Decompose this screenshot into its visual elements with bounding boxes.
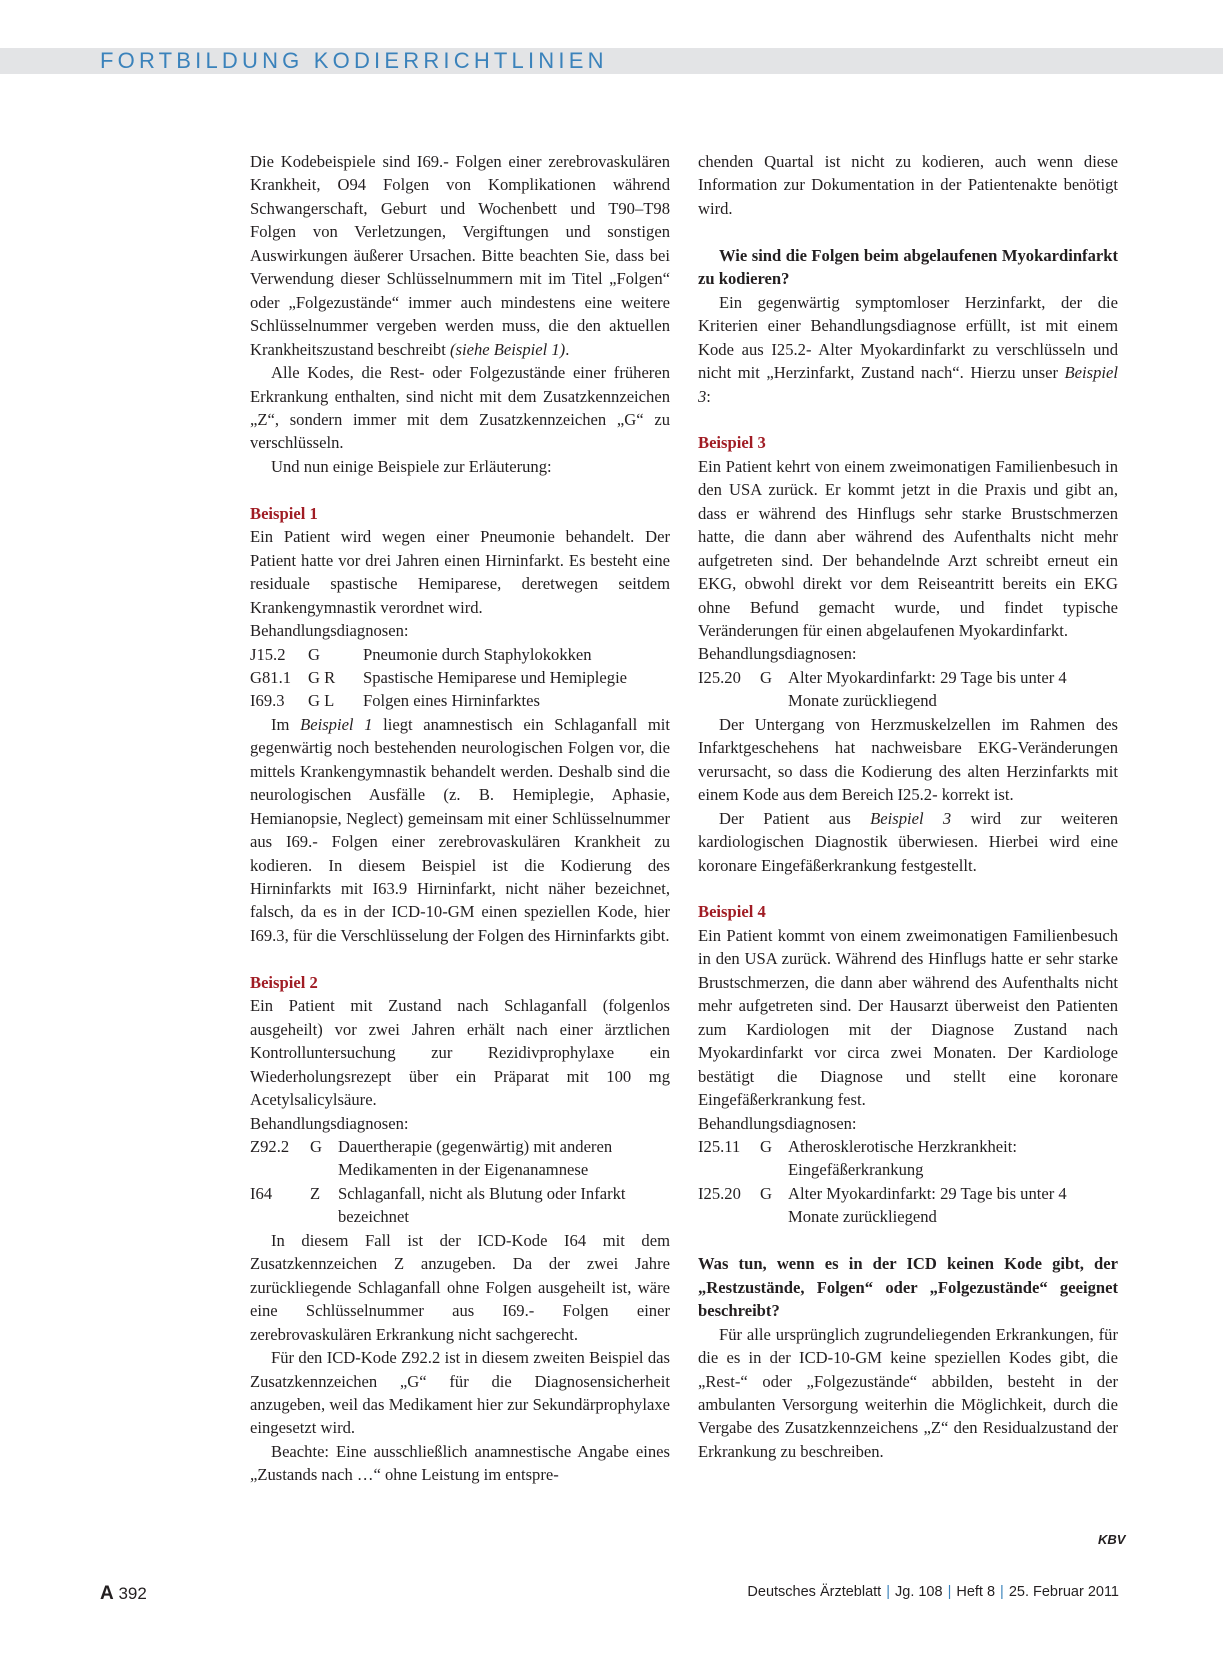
example-text: Ein Patient kehrt von einem zweimonatigen Familienbesuch in den USA zurück. Er kommt jetzt in die Praxis und gibt an, dass er während des Hinflugs sehr starke Brustschmerzen hatte, die dann aber während des Aufenthalts nicht mehr aufgetreten sind. Der behandelnde Arzt schreibt erneut ein EKG, obwohl direkt vor dem Reiseantritt bereits ein EKG ohne Befund gemacht wurde, und findet typische Veränderungen für einen abgelaufenen Myokardinfarkt. (698, 456, 1118, 641)
diagnosis-flags: G (760, 667, 772, 687)
journal-date: 25. Februar 2011 (1008, 1584, 1119, 1600)
diagnoses-label: Behandlungsdiagnosen: (250, 621, 409, 641)
diagnosis-flags: Z (310, 1183, 321, 1203)
right-column (698, 150, 1118, 1463)
diagnosis-code: I69.3 (250, 691, 285, 711)
diagnosis-code: I25.20 (698, 667, 741, 687)
author-signature: KBV (1098, 1532, 1126, 1547)
diagnosis-code: I64 (250, 1183, 273, 1203)
paragraph: chenden Quartal ist nicht zu kodieren, auch wenn diese Information zur Dokumentation in der Patientenakte benötigt wird. (698, 152, 1118, 218)
diagnoses-label: Behandlungsdiagnosen: (250, 1113, 409, 1133)
paragraph: Der Untergang von Herzmuskelzellen im Rahmen des Infarktgeschehens hat nachweisbare EKG-Veränderungen verursacht, so dass die Kodierung des alten Herzinfarkts mit einem Kode aus dem Bereich I25.2- korrekt ist. (698, 714, 1118, 805)
example-heading: Beispiel 3 (698, 433, 766, 453)
example-heading: Beispiel 4 (698, 902, 766, 922)
example-heading: Beispiel 1 (250, 503, 318, 523)
journal-citation: Deutsches Ärzteblatt | Jg. 108 | Heft 8 | 25. Februar 2011 (747, 1584, 1119, 1600)
example-text: Ein Patient wird wegen einer Pneumonie behandelt. Der Patient hatte vor drei Jahren einen Hirninfarkt. Es besteht eine residuale spastische Hemiparese, deretwegen seitdem Krankengymnastik verordnet wird. (250, 527, 670, 617)
diagnosis-row (698, 666, 1118, 713)
diagnosis-description: Pneumonie durch Staphylokokken (363, 644, 592, 664)
diagnosis-flags: G (760, 1183, 772, 1203)
paragraph: Die Kodebeispiele sind I69.- Folgen einer zerebrovaskulären Krankheit, O94 Folgen von Komplikationen während Schwangerschaft, Geburt und Wochenbett und T90–T98 Folgen von Verletzungen, Vergiftungen und sonstigen Auswirkungen äußerer Ursachen. Bitte beachten Sie, dass bei Verwendung dieser Schlüsselnummern mit im Titel „Folgen“ oder „Folgezustände“ immer auch mindestens eine weitere Schlüsselnummer vergeben werden muss, die den aktuellen Krankheitszustand beschreibt (siehe Beispiel 1). (250, 152, 670, 359)
diagnosis-description: Dauertherapie (gegenwärtig) mit anderen Medikamenten in der Eigenanamnese (338, 1137, 613, 1180)
section-title: FORTBILDUNG KODIERRICHTLINIEN (100, 48, 608, 73)
paragraph: In diesem Fall ist der ICD-Kode I64 mit dem Zusatzkennzeichen Z anzugeben. Da der zwei Jahre zurückliegende Schlaganfall ohne Folgen ausgeheilt ist, wäre eine Schlüsselnummer aus I69.- Folgen einer zerebrovaskulären Erkrankung nicht sachgerecht. (250, 1230, 670, 1344)
diagnosis-description: Alter Myokardinfarkt: 29 Tage bis unter 4 Monate zurückliegend (788, 667, 1067, 711)
paragraph: Im Beispiel 1 liegt anamnestisch ein Schlaganfall mit gegenwärtig noch bestehenden neurologischen Folgen vor, die mittels Krankengymnastik behandelt werden. Deshalb sind die neurologischen Ausfälle (z. B. Hemiplegie, Aphasie, Hemianopsie, Neglect) gemeinsam mit einer Schlüsselnummer aus I69.- Folgen einer zerebrovaskulären Krankheit zu kodieren. In diesem Beispiel ist die Kodierung des Hirninfarkts mit I63.9 Hirninfarkt, nicht näher bezeichnet, falsch, da es in der ICD-10-GM einen speziellen Kode, hier I69.3, für die Verschlüsselung der Folgen des Hirninfarkts gibt. (250, 714, 670, 945)
diagnosis-row (250, 666, 670, 689)
question-heading: Wie sind die Folgen beim abgelaufenen Myokardinfarkt zu kodieren? (698, 245, 1118, 289)
paragraph: Für alle ursprünglich zugrundeliegenden Erkrankungen, für die es in der ICD-10-GM keine speziellen Kodes gibt, die „Rest-“ oder „Folgezustände“ abbilden, besteht in der ambulanten Versorgung weiterhin die Möglichkeit, durch die Vergabe des Zusatzkennzeichens „Z“ den Residualzustand der Erkrankung zu beschreiben. (698, 1324, 1118, 1461)
diagnoses-label: Behandlungsdiagnosen: (698, 1113, 857, 1133)
diagnosis-code: J15.2 (250, 644, 286, 664)
diagnoses-label: Behandlungsdiagnosen: (698, 644, 857, 664)
journal-name: Deutsches Ärzteblatt (747, 1584, 882, 1600)
diagnosis-row (698, 1182, 1118, 1229)
example-heading: Beispiel 2 (250, 972, 318, 992)
diagnosis-code: G81.1 (250, 667, 292, 687)
page-number: A 392 (100, 1583, 147, 1604)
diagnosis-flags: G (310, 1137, 322, 1156)
left-column (250, 150, 670, 1487)
diagnosis-flags: G (760, 1136, 772, 1156)
paragraph: Und nun einige Beispiele zur Erläuterung: (271, 456, 552, 476)
diagnosis-code: Z92.2 (250, 1137, 290, 1156)
diagnosis-row (250, 689, 670, 712)
paragraph: Der Patient aus Beispiel 3 wird zur weiteren kardiologischen Diagnostik überwiesen. Hierbei wird eine koronare Eingefäßerkrankung festgestellt. (698, 808, 1119, 875)
diagnosis-description: Folgen eines Hirninfarktes (363, 691, 540, 711)
diagnosis-flags: G (308, 644, 320, 664)
diagnosis-code: I25.11 (698, 1136, 741, 1156)
diagnosis-description: Spastische Hemiparese und Hemiplegie (363, 667, 628, 687)
paragraph: Alle Kodes, die Rest- oder Folgezustände einer früheren Erkrankung enthalten, sind nicht mit dem Zusatzkennzeichen „Z“, sondern immer mit dem Zusatzkennzeichen „G“ zu verschlüsseln. (250, 363, 670, 453)
diagnosis-flags: G L (308, 691, 335, 711)
journal-issue: Heft 8 (956, 1584, 996, 1600)
paragraph: Ein gegenwärtig symptomloser Herzinfarkt, der die Kriterien einer Behandlungsdiagnose erfüllt, ist mit einem Kode aus I25.2- Alter Myokardinfarkt zu verschlüsseln und nicht mit „Herzinfarkt, Zustand nach“. Hierzu unser Beispiel 3: (698, 292, 1118, 406)
question-heading: Was tun, wenn es in der ICD keinen Kode gibt, der „Restzustände, Folgen“ oder „Folgezustände“ geeignet beschreibt? (698, 1254, 1118, 1321)
diagnosis-description: Schlaganfall, nicht als Blutung oder Infarkt bezeichnet (338, 1183, 626, 1227)
journal-volume: Jg. 108 (895, 1584, 943, 1600)
paragraph: Für den ICD-Kode Z92.2 ist in diesem zweiten Beispiel das Zusatzkennzeichen „G“ für die Diagnosensicherheit anzugeben, weil das Medikament hier zur Sekundärprophylaxe eingesetzt wird. (250, 1348, 670, 1438)
example-text: Ein Patient mit Zustand nach Schlaganfall (folgenlos ausgeheilt) vor zwei Jahren erhält nach einer ärztlichen Kontrolluntersuchung zur Rezidivprophylaxe ein Wiederholungsrezept über ein Präparat mit 100 mg Acetylsalicylsäure. (250, 996, 670, 1110)
paragraph: Beachte: Eine ausschließlich anamnestische Angabe eines „Zustands nach …“ ohne Leistung im entspre- (250, 1441, 670, 1485)
diagnosis-row (250, 643, 670, 666)
diagnosis-flags: G R (308, 667, 336, 687)
diagnosis-row (698, 1135, 1118, 1182)
diagnosis-description: Atherosklerotische Herzkrankheit: Eingefäßerkrankung (788, 1136, 1017, 1180)
diagnosis-row (250, 1135, 670, 1182)
example-text: Ein Patient kommt von einem zweimonatigen Familienbesuch in den USA zurück. Während des Hinflugs hatte er sehr starke Brustschmerzen, die dann aber während des Aufenthalts nicht mehr aufgetreten sind. Der Hausarzt überweist den Patienten zum Kardiologen mit der Diagnose Zustand nach Myokardinfarkt vor circa zwei Monaten. Der Kardiologe bestätigt die Diagnose und stellt eine koronare Eingefäßerkrankung fest. (698, 925, 1118, 1110)
diagnosis-row (250, 1182, 670, 1229)
diagnosis-description: Alter Myokardinfarkt: 29 Tage bis unter 4 Monate zurückliegend (788, 1183, 1067, 1227)
diagnosis-code: I25.20 (698, 1183, 741, 1203)
